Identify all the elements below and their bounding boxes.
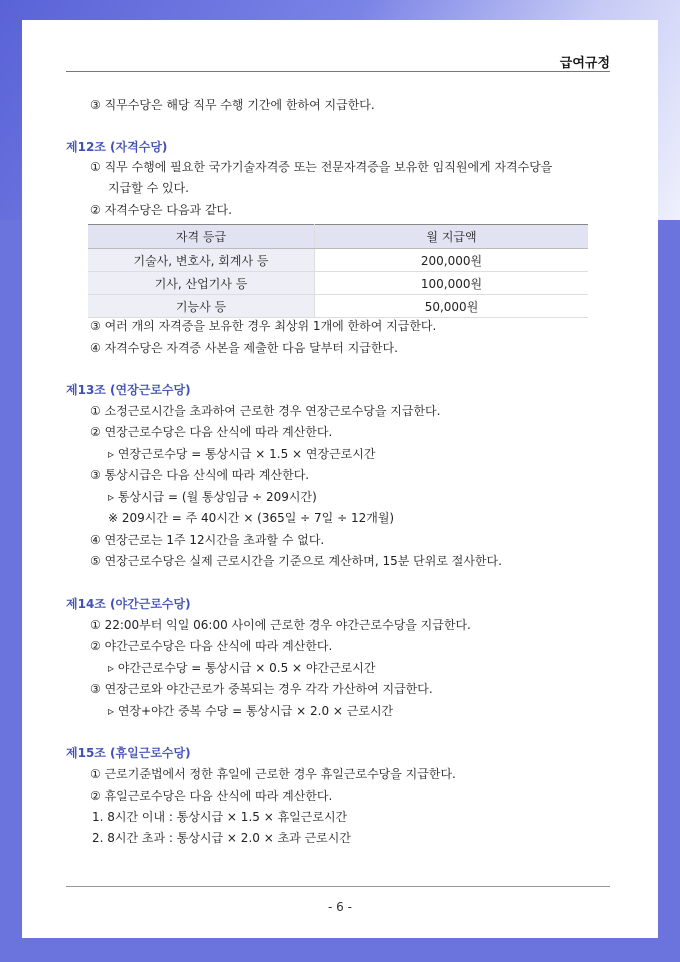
table-row [88,249,588,272]
article13-item4: ④ 연장근로는 1주 12시간을 초과할 수 없다. [90,533,325,547]
article12-title: 제12조 (자격수당) [66,140,168,154]
article15-item2: ② 휴일근로수당은 다음 산식에 따라 계산한다. [90,789,333,803]
header-divider [66,71,610,72]
article11-item3: ③ 직무수당은 해당 직무 수행 기간에 한하여 지급한다. [90,98,375,112]
table-row [88,272,588,295]
table-cell-amount: 100,000원 [315,272,589,295]
qualification-allowance-table [88,224,588,318]
article12-item2: ② 자격수당은 다음과 같다. [90,203,232,217]
article15-item2-case2: 2. 8시간 초과 : 통상시급 × 2.0 × 초과 근로시간 [92,831,351,845]
article14-title: 제14조 (야간근로수당) [66,597,191,611]
article13-item3-note: ※ 209시간 = 주 40시간 × (365일 ÷ 7일 ÷ 12개월) [108,511,395,525]
table-cell-grade: 기술사, 변호사, 회계사 등 [88,249,315,272]
article13-item2: ② 연장근로수당은 다음 산식에 따라 계산한다. [90,425,333,439]
article14-item3: ③ 연장근로와 야간근로가 중복되는 경우 각각 가산하여 지급한다. [90,682,433,696]
table-header-amount: 월 지급액 [315,225,589,249]
article15-item1: ① 근로기준법에서 정한 휴일에 근로한 경우 휴일근로수당을 지급한다. [90,767,456,781]
article13-item5: ⑤ 연장근로수당은 실제 근로시간을 기준으로 계산하며, 15분 단위로 절사한다. [90,554,502,568]
table-row [88,295,588,318]
table-cell-grade: 기능사 등 [88,295,315,318]
document-page [22,20,658,938]
table-cell-amount: 50,000원 [315,295,589,318]
article12-item1: ① 직무 수행에 필요한 국가기술자격증 또는 전문자격증을 보유한 임직원에게 자격수당을 [90,160,553,174]
article14-item1: ① 22:00부터 익일 06:00 사이에 근로한 경우 야간근로수당을 지급한다. [90,618,471,632]
document-header-title: 급여규정 [559,56,610,71]
table-cell-grade: 기사, 산업기사 등 [88,272,315,295]
page-number: - 6 - [328,900,352,914]
article13-item3: ③ 통상시급은 다음 산식에 따라 계산한다. [90,468,310,482]
table-header-grade: 자격 등급 [88,225,315,249]
footer-divider [66,886,610,887]
article14-item2: ② 야간근로수당은 다음 산식에 따라 계산한다. [90,639,333,653]
article14-item2-formula: ▹ 야간근로수당 = 통상시급 × 0.5 × 야간근로시간 [108,661,376,675]
article15-title: 제15조 (휴일근로수당) [66,746,191,760]
article14-item3-formula: ▹ 연장+야간 중복 수당 = 통상시급 × 2.0 × 근로시간 [108,704,394,718]
article12-item4: ④ 자격수당은 자격증 사본을 제출한 다음 달부터 지급한다. [90,341,398,355]
article13-item2-formula: ▹ 연장근로수당 = 통상시급 × 1.5 × 연장근로시간 [108,447,376,461]
article13-item1: ① 소정근로시간을 초과하여 근로한 경우 연장근로수당을 지급한다. [90,404,441,418]
article12-item1-cont: 지급할 수 있다. [108,181,189,195]
table-cell-amount: 200,000원 [315,249,589,272]
bottom-band [0,940,680,962]
article15-item2-case1: 1. 8시간 이내 : 통상시급 × 1.5 × 휴일근로시간 [92,810,348,824]
article13-item3-formula: ▹ 통상시급 = (월 통상임금 ÷ 209시간) [108,490,317,504]
article13-title: 제13조 (연장근로수당) [66,383,191,397]
article12-item3: ③ 여러 개의 자격증을 보유한 경우 최상위 1개에 한하여 지급한다. [90,319,437,333]
